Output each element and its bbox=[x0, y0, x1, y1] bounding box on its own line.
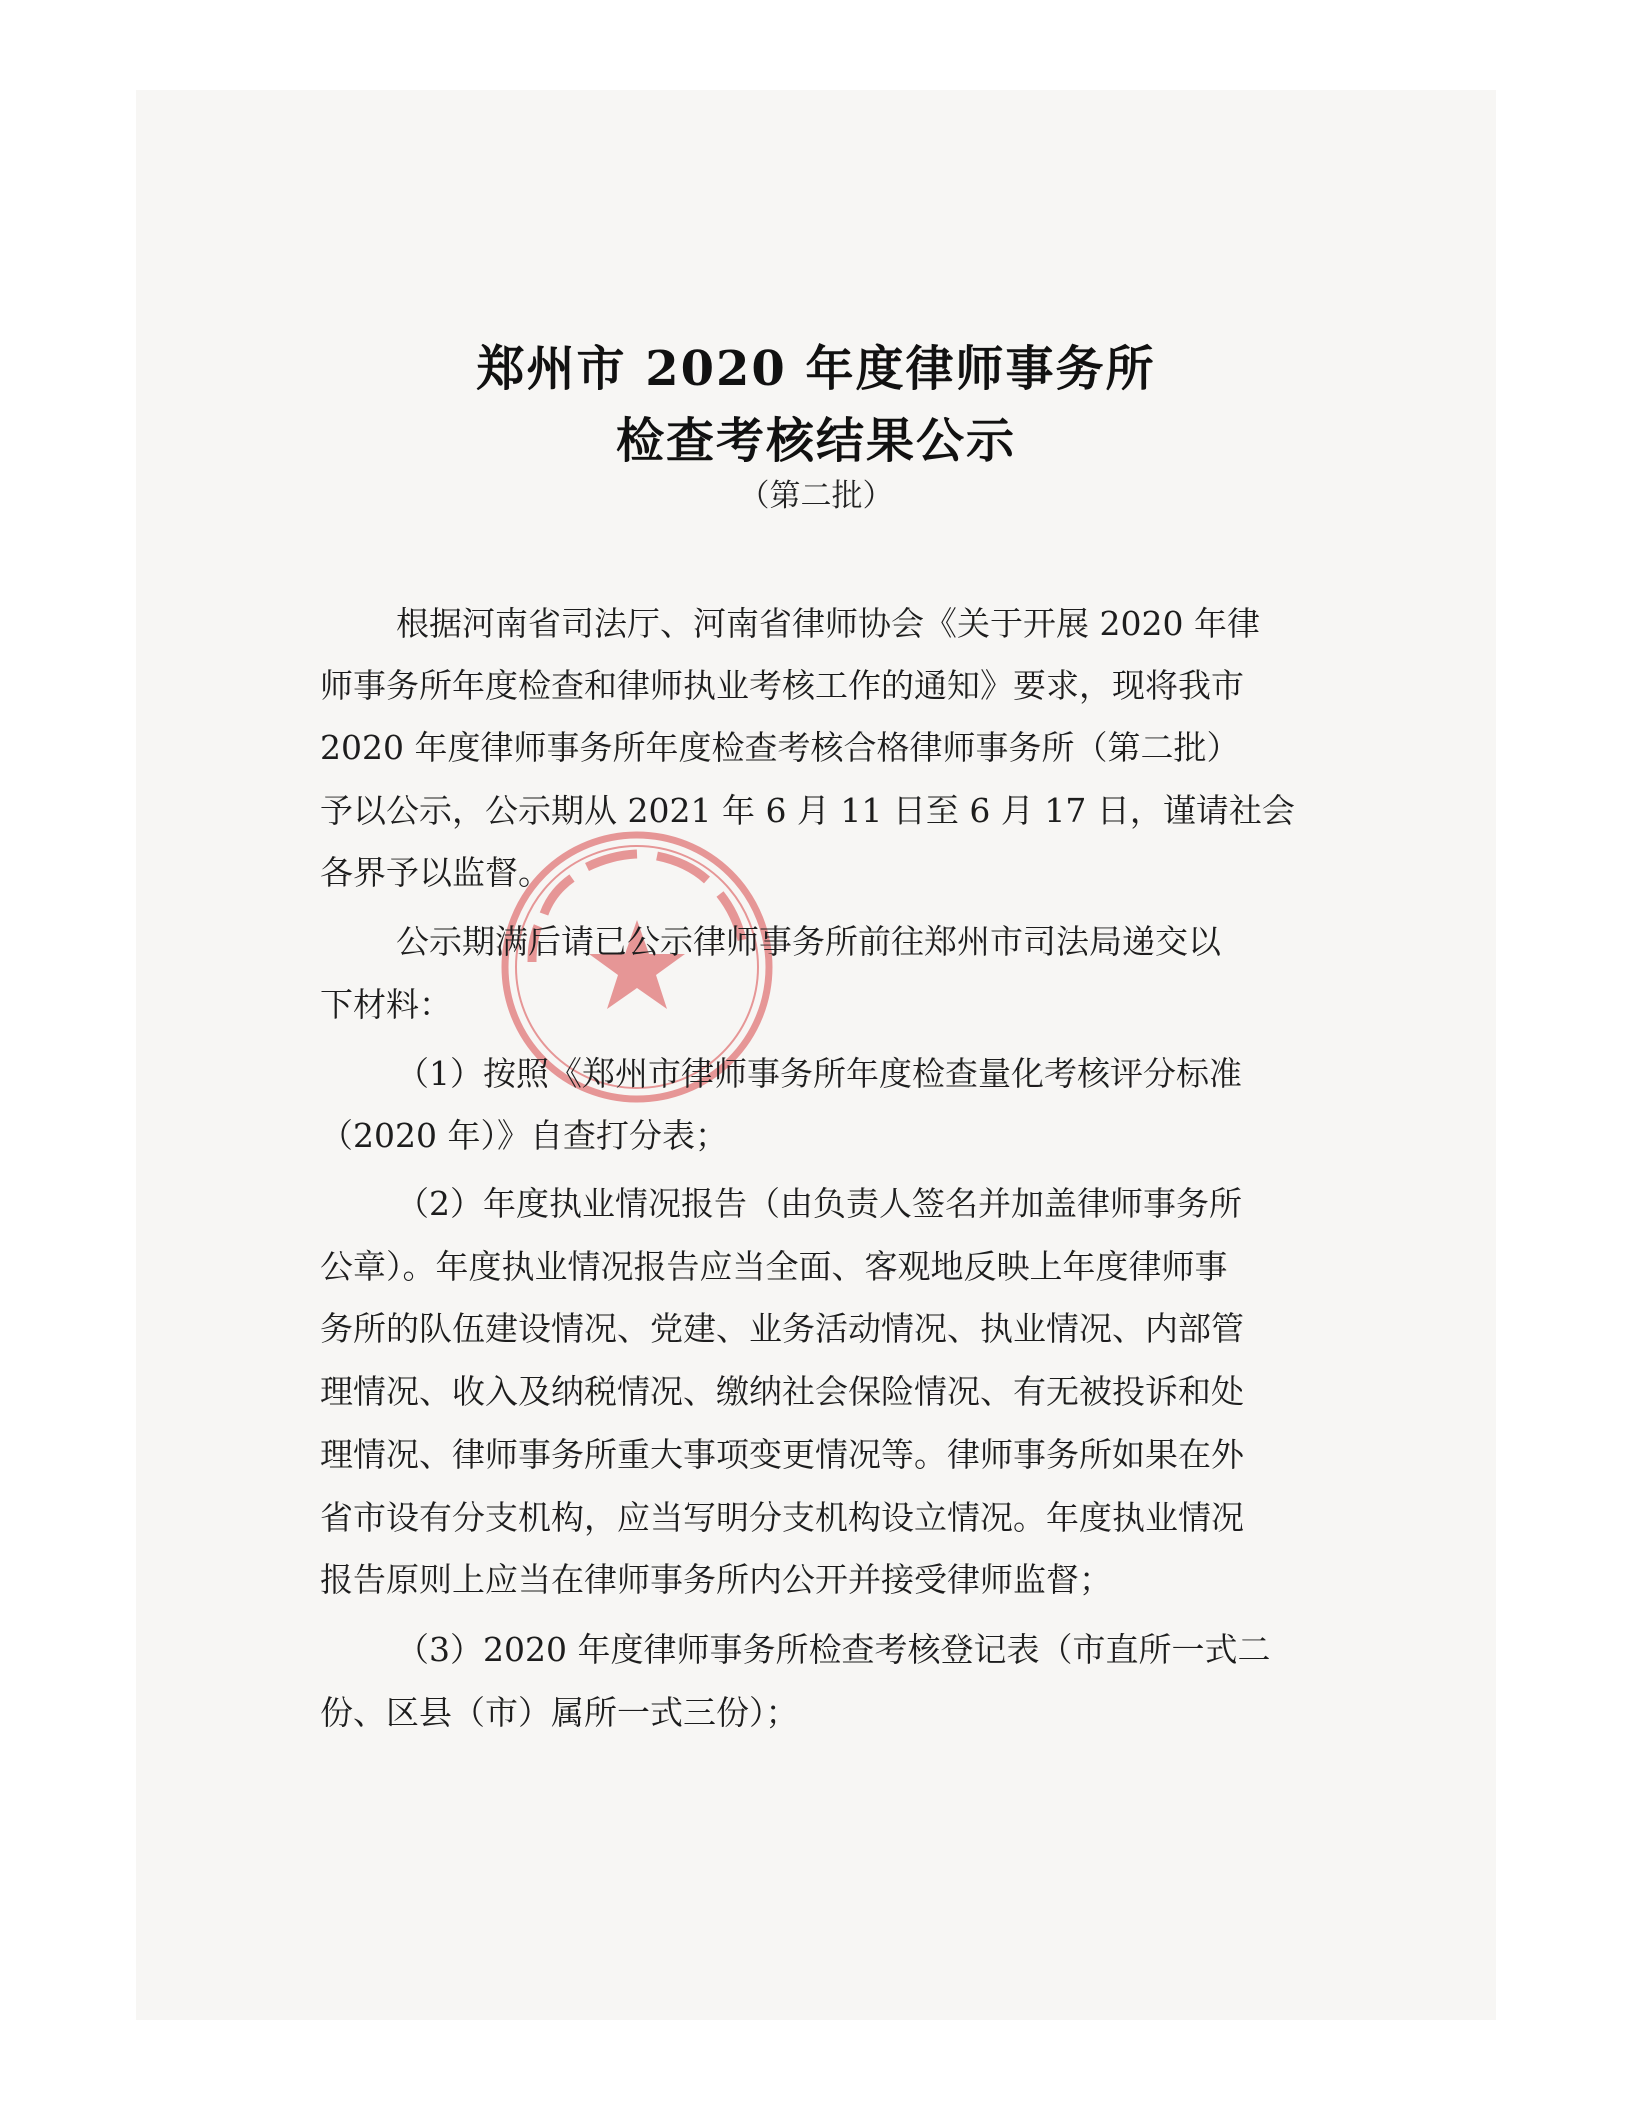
item-2-line-5: 理情况、律师事务所重大事项变更情况等。律师事务所如果在外 bbox=[320, 1435, 1244, 1474]
paragraph-1-line-1: 根据河南省司法厅、河南省律师协会《关于开展 2020 年律 bbox=[396, 604, 1260, 643]
item-2-line-7: 报告原则上应当在律师事务所内公开并接受律师监督； bbox=[320, 1560, 1112, 1599]
document-title-line-2: 检查考核结果公示 bbox=[615, 413, 1016, 469]
document-title-line-1: 郑州市 2020 年度律师事务所 bbox=[476, 341, 1156, 397]
item-2-line-2: 公章）。年度执业情况报告应当全面、客观地反映上年度律师事 bbox=[320, 1247, 1228, 1286]
paragraph-1-line-3: 2020 年度律师事务所年度检查考核合格律师事务所（第二批） bbox=[320, 728, 1240, 767]
document-subtitle: （第二批） bbox=[738, 478, 894, 514]
item-3-line-1: （3）2020 年度律师事务所检查考核登记表（市直所一式二 bbox=[396, 1630, 1271, 1669]
item-2-line-3: 务所的队伍建设情况、党建、业务活动情况、执业情况、内部管 bbox=[320, 1309, 1244, 1348]
item-3-line-2: 份、区县（市）属所一式三份）； bbox=[320, 1693, 799, 1732]
paragraph-1-line-5: 各界予以监督。 bbox=[320, 853, 551, 892]
item-1-line-2: （2020 年）》自查打分表； bbox=[320, 1116, 728, 1155]
item-2-line-6: 省市设有分支机构，应当写明分支机构设立情况。年度执业情况 bbox=[320, 1498, 1244, 1537]
item-2-line-4: 理情况、收入及纳税情况、缴纳社会保险情况、有无被投诉和处 bbox=[320, 1372, 1244, 1411]
item-2-line-1: （2）年度执业情况报告（由负责人签名并加盖律师事务所 bbox=[396, 1184, 1242, 1223]
paragraph-2-line-1: 公示期满后请已公示律师事务所前往郑州市司法局递交以 bbox=[396, 922, 1221, 961]
paragraph-2-line-2: 下材料： bbox=[320, 985, 452, 1024]
paragraph-1-line-4: 予以公示，公示期从 2021 年 6 月 11 日至 6 月 17 日，谨请社会 bbox=[320, 791, 1295, 830]
paragraph-1-line-2: 师事务所年度检查和律师执业考核工作的通知》要求，现将我市 bbox=[320, 666, 1244, 705]
item-1-line-1: （1）按照《郑州市律师事务所年度检查量化考核评分标准 bbox=[396, 1054, 1242, 1093]
